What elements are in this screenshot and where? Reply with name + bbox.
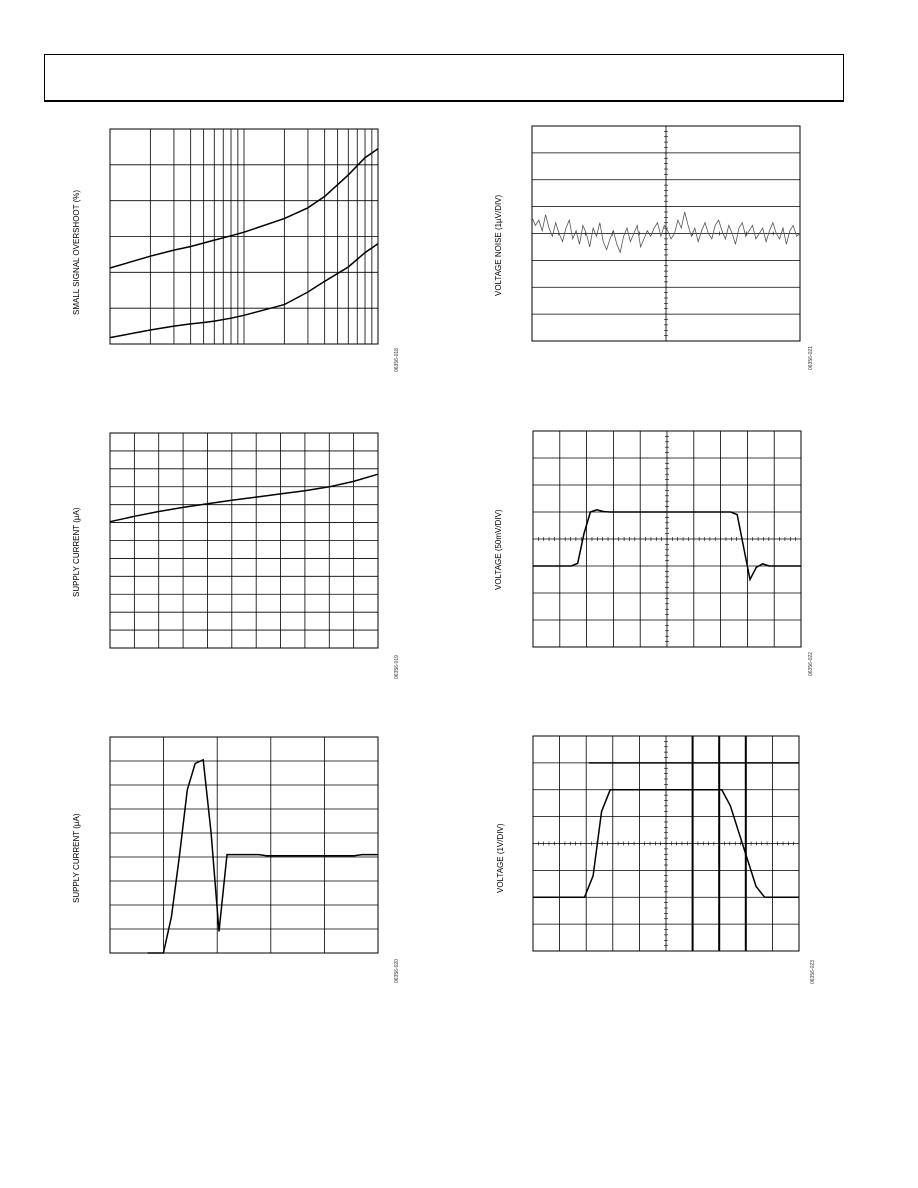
series-line-0 — [110, 474, 378, 522]
y-axis-label: SUPPLY CURRENT (µA) — [72, 507, 81, 597]
y-axis-label: SUPPLY CURRENT (µA) — [72, 813, 81, 903]
figure-id: 06356-021 — [808, 346, 814, 370]
y-axis-label: VOLTAGE NOISE (1µV/DIV) — [494, 194, 503, 296]
small-signal-chart — [533, 431, 801, 647]
series-line-0 — [148, 760, 379, 953]
page-header-box — [44, 54, 844, 102]
figure-id: 06356-023 — [810, 960, 816, 984]
figure-id: 06356-018 — [394, 348, 400, 372]
y-axis-label: SMALL SIGNAL OVERSHOOT (%) — [72, 189, 81, 315]
voltage-noise-chart — [532, 126, 800, 341]
overshoot-chart — [110, 129, 378, 344]
plot-frame — [110, 737, 378, 953]
figure-id: 06356-022 — [808, 652, 814, 676]
figure-id: 06356-020 — [394, 959, 400, 983]
large-signal-chart — [533, 736, 799, 951]
figure-id: 06356-019 — [394, 655, 400, 679]
supply-current-transient-chart — [110, 737, 378, 953]
supply-current-chart — [110, 433, 378, 648]
y-axis-label: VOLTAGE (1V/DIV) — [496, 823, 505, 893]
y-axis-label: VOLTAGE (50mV/DIV) — [494, 509, 503, 590]
